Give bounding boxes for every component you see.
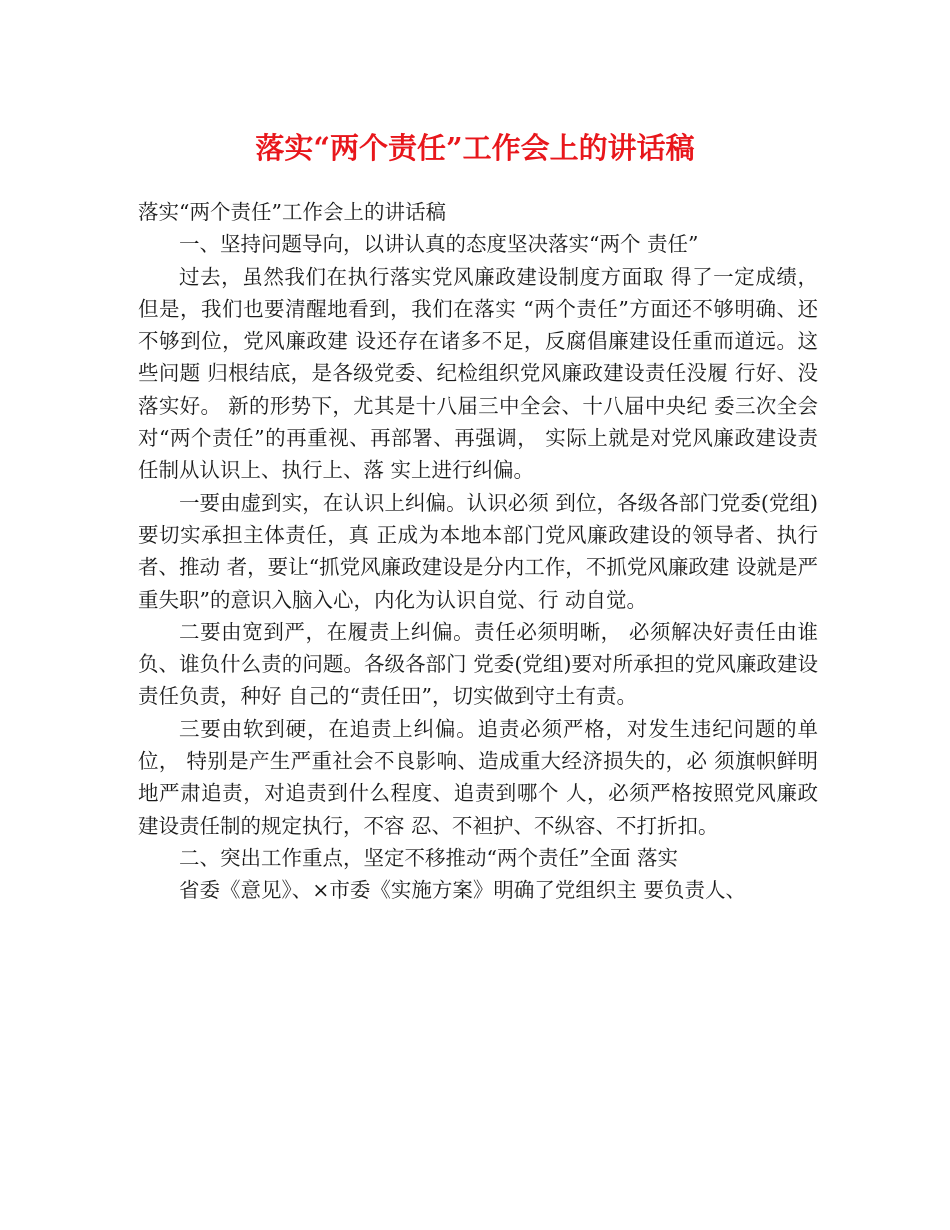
paragraph: 二、突出工作重点，坚定不移推动“两个责任”全面 落实 xyxy=(179,845,678,870)
paragraph: 落实“两个责任”工作会上的讲话稿 xyxy=(138,200,446,224)
paragraph: 过去，虽然我们在执行落实党风廉政建设制度方面取 得了一定成绩，但是，我们也要清醒地看到，我们在落实 “两个责任”方面还不够明确、还不够到位，党风廉政建 设还存在诸多不足，反腐倡廉建设任重而道远。这些问题 归根结底，是各级党委、纪检组织党风廉政建设责任没履 行好、没落实好。 新的形势下，尤其是十八届三中全会、十八届中央纪 委三次全会对“两个责任”的再重视、再部署、再强调， 实际上就是对党风廉政建设责任制从认识上、执行上、落 实上进行纠偏。 xyxy=(138,264,818,483)
paragraph: 省委《意见》、×市委《实施方案》明确了党组织主 要负责人、 xyxy=(179,878,746,903)
paragraph: 二要由宽到严，在履责上纠偏。责任必须明晰， 必须解决好责任由谁负、谁负什么责的问题。各级各部门 党委(党组)要对所承担的党风廉政建设责任负责，种好 自己的“责任田”，切实做到守土有责。 xyxy=(138,619,818,709)
paragraph: 三要由软到硬，在追责上纠偏。追责必须严格，对发生违纪问题的单位， 特别是产生严重社会不良影响、造成重大经济损失的，必 须旗帜鲜明地严肃追责，对追责到什么程度、追责到哪个 人，必须严格按照党风廉政建设责任制的规定执行，不容 忍、不袒护、不纵容、不打折扣。 xyxy=(138,716,818,838)
document-title: 落实“两个责任”工作会上的讲话稿 xyxy=(255,131,695,165)
paragraph: 一要由虚到实，在认识上纠偏。认识必须 到位，各级各部门党委(党组)要切实承担主体责任，真 正成为本地本部门党风廉政建设的领导者、执行者、推动 者，要让“抓党风廉政建设是分内工作，不抓党风廉政建 设就是严重失职”的意识入脑入心，内化为认识自觉、行 动自觉。 xyxy=(138,490,818,612)
paragraph: 一、坚持问题导向，以讲认真的态度坚决落实“两个 责任” xyxy=(179,232,699,257)
document-body xyxy=(138,196,818,907)
